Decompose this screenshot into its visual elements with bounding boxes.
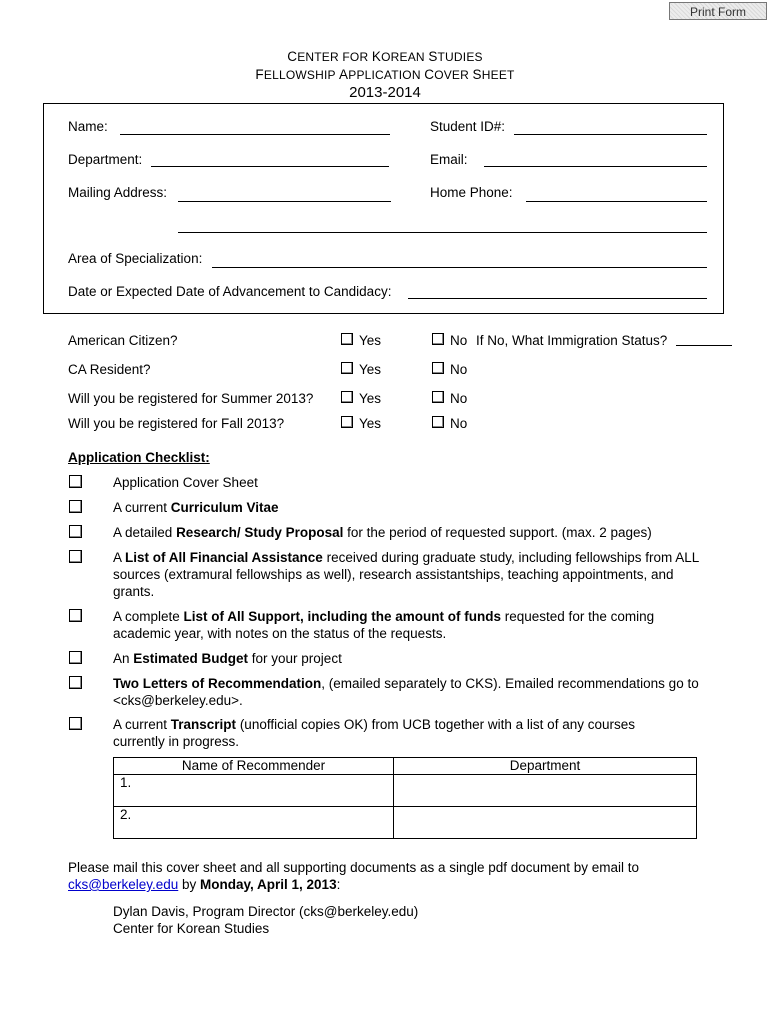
question-fall: Will you be registered for Fall 2013? [68, 416, 285, 431]
checklist-checkbox-budget[interactable] [69, 651, 82, 664]
recommender-department-cell-1[interactable] [394, 775, 697, 807]
advancement-field[interactable] [408, 298, 707, 299]
citizen-yes-label: Yes [359, 333, 382, 348]
signature-block [113, 903, 418, 937]
area-field[interactable] [212, 267, 707, 268]
ca-resident-yes-checkbox[interactable] [341, 362, 353, 374]
checklist-item-cover-sheet: Application Cover Sheet [113, 475, 258, 490]
citizen-no-label: No [450, 333, 468, 348]
table-row [114, 807, 697, 839]
name-label: Name: [68, 119, 108, 134]
recommender-name-cell-2[interactable]: 2. [114, 807, 394, 839]
form-year: 2013-2014 [349, 84, 421, 101]
department-field[interactable] [151, 166, 389, 167]
area-label: Area of Specialization: [68, 251, 203, 266]
recommender-name-header: Name of Recommender [114, 758, 394, 775]
checklist-item-proposal: A detailed Research/ Study Proposal for the period of requested support. (max. 2 pages) [113, 525, 652, 540]
summer-no-checkbox[interactable] [432, 391, 444, 403]
question-ca-resident: CA Resident? [68, 362, 151, 377]
checklist-item-recommendations: Two Letters of Recommendation, (emailed separately to CKS). Emailed recommendations go to <cks@berkeley.edu>. [113, 676, 699, 708]
mail-instructions: Please mail this cover sheet and all supporting documents as a single pdf document by email to cks@berkeley.edu by Monday, April 1, 2013: [68, 860, 640, 892]
mailing-address-line-2[interactable] [178, 232, 707, 233]
recommender-name-cell-1[interactable]: 1. [114, 775, 394, 807]
checklist-checkbox-cover-sheet[interactable] [69, 475, 82, 488]
fall-no-label: No [450, 416, 468, 431]
deadline: Monday, April 1, 2013 [200, 877, 337, 892]
mailing-address-field[interactable] [178, 201, 391, 202]
email-field[interactable] [484, 166, 707, 167]
checklist-checkbox-proposal[interactable] [69, 525, 82, 538]
org-title: CENTER FOR KOREAN STUDIES [287, 49, 483, 64]
mailing-address-label: Mailing Address: [68, 185, 168, 200]
recommender-table [113, 757, 697, 839]
immigration-status-field[interactable] [676, 345, 732, 346]
fall-yes-label: Yes [359, 416, 382, 431]
summer-yes-label: Yes [359, 391, 382, 406]
advancement-label: Date or Expected Date of Advancement to Candidacy: [68, 284, 392, 299]
ca-resident-no-label: No [450, 362, 468, 377]
student-id-field[interactable] [514, 134, 707, 135]
ca-resident-yes-label: Yes [359, 362, 382, 377]
checklist-checkbox-financial[interactable] [69, 550, 82, 563]
checklist-item-support: A complete List of All Support, including the amount of funds requested for the coming academic year, with notes on the status of the requests. [113, 609, 655, 641]
name-field[interactable] [120, 134, 390, 135]
citizen-no-checkbox[interactable] [432, 333, 444, 345]
checklist-checkbox-transcript[interactable] [69, 717, 82, 730]
home-phone-label: Home Phone: [430, 185, 513, 200]
checklist-checkbox-cv[interactable] [69, 500, 82, 513]
question-summer: Will you be registered for Summer 2013? [68, 391, 314, 406]
checklist-checkbox-recommendations[interactable] [69, 676, 82, 689]
fall-no-checkbox[interactable] [432, 416, 444, 428]
summer-yes-checkbox[interactable] [341, 391, 353, 403]
table-row [114, 775, 697, 807]
checklist-item-financial: A List of All Financial Assistance received during graduate study, including fellowships from ALL sources (extramural fellowships as well), research assistantships, teaching appointments, and grants. [113, 550, 699, 599]
checklist-item-transcript: A current Transcript (unofficial copies OK) from UCB together with a list of any courses currently in progress. [113, 717, 635, 749]
email-label: Email: [430, 152, 468, 167]
recommender-table-header [114, 758, 697, 775]
checklist-checkbox-support[interactable] [69, 609, 82, 622]
immigration-status-label: If No, What Immigration Status? [476, 333, 668, 348]
signature-director: Dylan Davis, Program Director (cks@berkeley.edu) [113, 904, 419, 919]
cks-email-link[interactable]: cks@berkeley.edu [68, 877, 179, 892]
checklist-heading: Application Checklist: [68, 450, 210, 465]
question-citizen: American Citizen? [68, 333, 178, 348]
checklist-item-budget: An Estimated Budget for your project [113, 651, 342, 666]
checklist-item-cv: A current Curriculum Vitae [113, 500, 279, 515]
recommender-department-cell-2[interactable] [394, 807, 697, 839]
print-form-button[interactable]: Print Form [669, 2, 767, 20]
citizen-yes-checkbox[interactable] [341, 333, 353, 345]
home-phone-field[interactable] [526, 201, 707, 202]
ca-resident-no-checkbox[interactable] [432, 362, 444, 374]
fall-yes-checkbox[interactable] [341, 416, 353, 428]
form-title: FELLOWSHIP APPLICATION COVER SHEET [255, 67, 515, 82]
signature-center: Center for Korean Studies [113, 921, 270, 936]
student-id-label: Student ID#: [430, 119, 506, 134]
recommender-department-header: Department [394, 758, 697, 775]
summer-no-label: No [450, 391, 468, 406]
department-label: Department: [68, 152, 143, 167]
